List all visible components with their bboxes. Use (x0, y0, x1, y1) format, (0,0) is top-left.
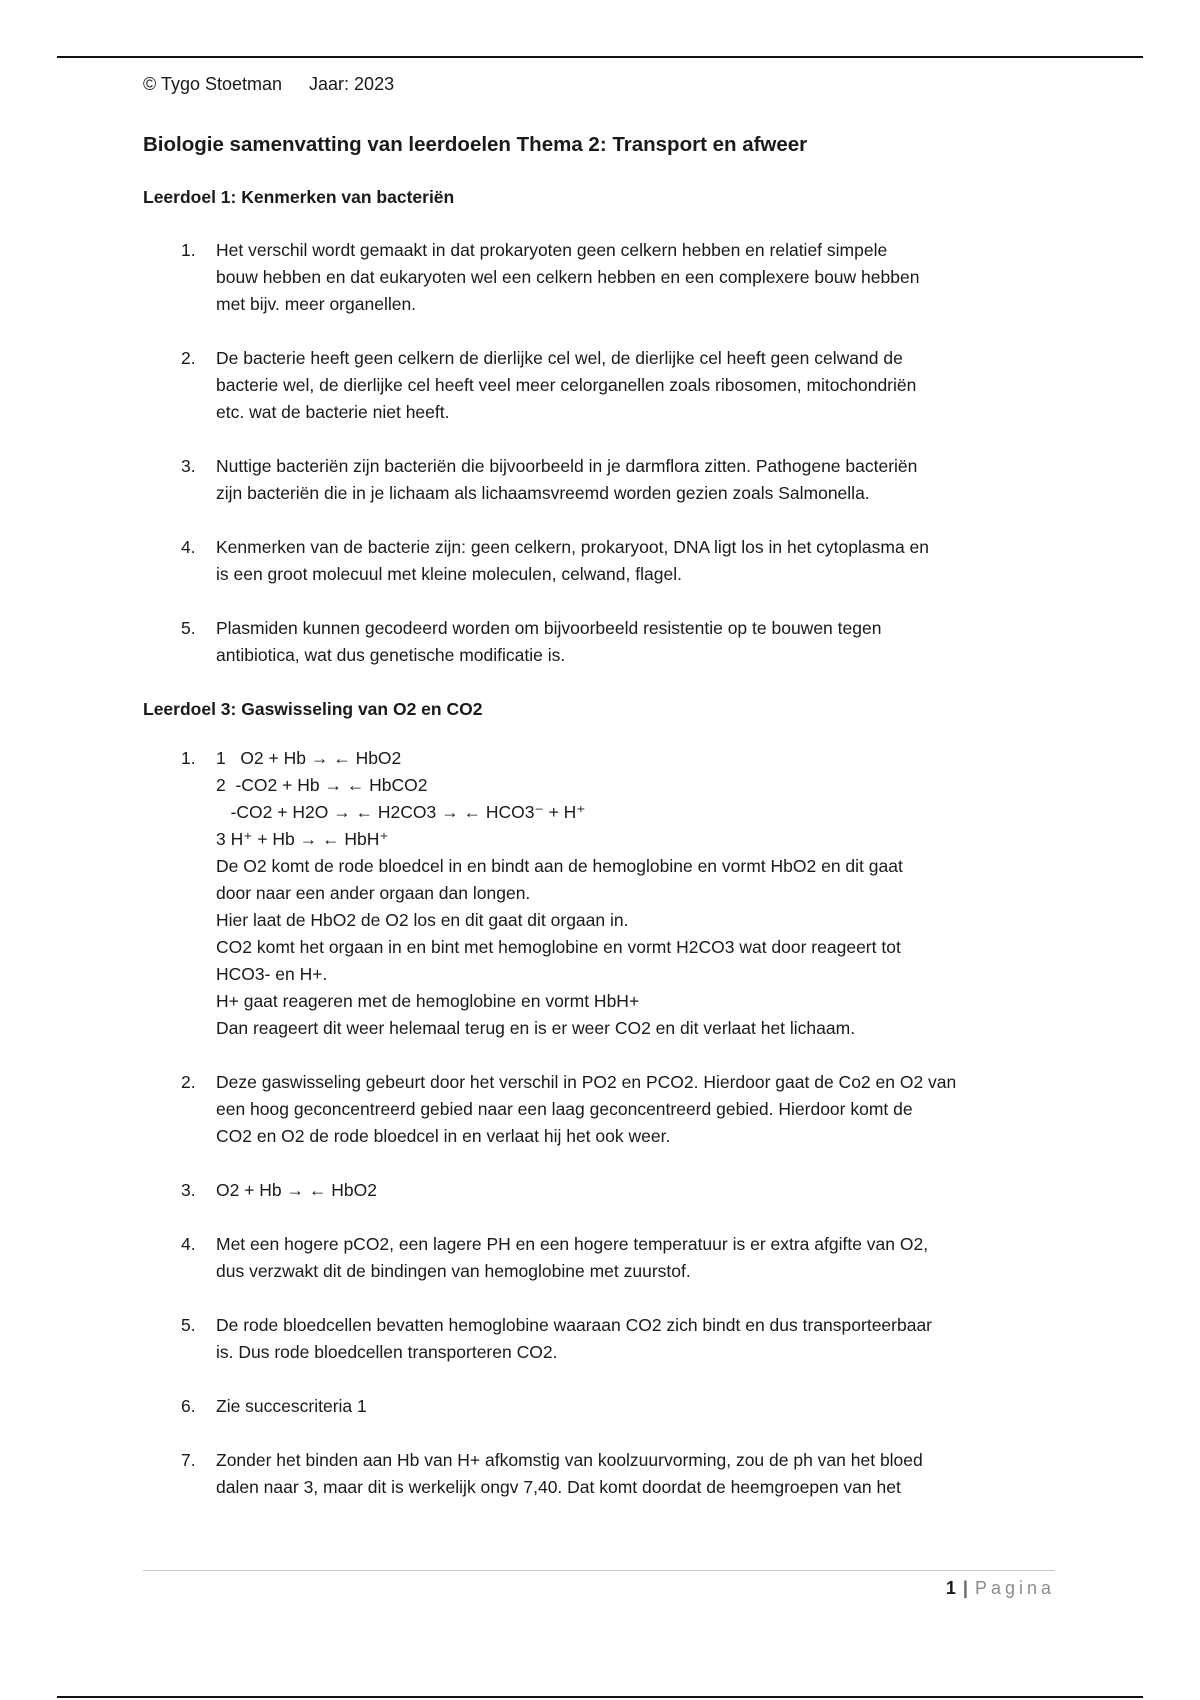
list-item (143, 1177, 1063, 1204)
author-text: © Tygo Stoetman (143, 74, 283, 94)
list-item (143, 745, 1063, 1042)
page-label: Pagina (974, 1578, 1055, 1598)
list-item (143, 1231, 1063, 1285)
top-rule (57, 56, 1143, 58)
document-title: Biologie samenvatting van leerdoelen Thema 2: Transport en afweer (143, 133, 808, 156)
equation-line: -CO2 + H2O → ← H2CO3 → ← HCO3⁻ + H⁺ (216, 802, 586, 822)
text-line: De O2 komt de rode bloedcel in en bindt aan de hemoglobine en vormt HbO2 en dit gaat (216, 856, 903, 876)
text-line: Kenmerken van de bacterie zijn: geen celkern, prokaryoot, DNA ligt los in het cytoplasma en (216, 537, 930, 557)
section-heading: Leerdoel 3: Gaswisseling van O2 en CO2 (143, 699, 483, 719)
text-line: dalen naar 3, maar dit is werkelijk ongv 7,40. Dat komt doordat de heemgroepen van het (216, 1477, 901, 1497)
footer-rule (143, 1570, 1055, 1571)
text-line: Zonder het binden aan Hb van H+ afkomstig van koolzuurvorming, zou de ph van het bloed (216, 1450, 923, 1470)
text-line: De bacterie heeft geen celkern de dierlijke cel wel, de dierlijke cel heeft geen celwand de (216, 348, 903, 368)
text-line: Nuttige bacteriën zijn bacteriën die bijvoorbeeld in je darmflora zitten. Pathogene bacteriën (216, 456, 918, 476)
text-line: H+ gaat reageren met de hemoglobine en vormt HbH+ (216, 991, 640, 1011)
equation-line: 2 -CO2 + Hb → ← HbCO2 (216, 775, 428, 795)
text-line: met bijv. meer organellen. (216, 294, 417, 314)
text-line: Dan reageert dit weer helemaal terug en is er weer CO2 en dit verlaat het lichaam. (216, 1018, 856, 1038)
list-item (143, 345, 1063, 426)
text-line: CO2 en O2 de rode bloedcel in en verlaat hij het ook weer. (216, 1126, 671, 1146)
text-line: HCO3- en H+. (216, 964, 328, 984)
text-line: dus verzwakt dit de bindingen van hemoglobine met zuurstof. (216, 1261, 691, 1281)
equation-line: 1 O2 + Hb → ← HbO2 (216, 748, 402, 768)
list-item (143, 1393, 1063, 1420)
section-list (143, 745, 1063, 1501)
section-list (143, 237, 1063, 669)
list-number: 2. (181, 348, 196, 368)
text-line: Met een hogere pCO2, een lagere PH en een hogere temperatuur is er extra afgifte van O2, (216, 1234, 929, 1254)
list-item (143, 453, 1063, 507)
text-line: bacterie wel, de dierlijke cel heeft veel meer celorganellen zoals ribosomen, mitochondriën (216, 375, 917, 395)
list-number: 3. (181, 456, 196, 476)
bottom-rule (57, 1696, 1143, 1698)
list-number: 7. (181, 1450, 196, 1470)
page-footer (143, 1578, 1055, 1599)
list-number: 2. (181, 1072, 196, 1092)
text-line: antibiotica, wat dus genetische modificatie is. (216, 645, 566, 665)
list-number: 4. (181, 537, 196, 557)
page-number: 1 (945, 1578, 956, 1598)
text-line: Zie succescriteria 1 (216, 1396, 367, 1416)
year-text: Jaar: 2023 (309, 74, 395, 94)
list-number: 5. (181, 618, 196, 638)
list-item (143, 237, 1063, 318)
list-item (143, 1312, 1063, 1366)
equation-line: 3 H⁺ + Hb → ← HbH⁺ (216, 829, 389, 849)
text-line: CO2 komt het orgaan in en bint met hemoglobine en vormt H2CO3 wat door reageert tot (216, 937, 901, 957)
list-item (143, 615, 1063, 669)
text-line: bouw hebben en dat eukaryoten wel een celkern hebben en een complexere bouw hebben (216, 267, 920, 287)
document-header (143, 74, 1063, 95)
document-page (143, 72, 1063, 1501)
section-heading: Leerdoel 1: Kenmerken van bacteriën (143, 187, 455, 207)
text-line: zijn bacteriën die in je lichaam als lichaamsvreemd worden gezien zoals Salmonella. (216, 483, 870, 503)
list-item (143, 1447, 1063, 1501)
equation-line: O2 + Hb → ← HbO2 (216, 1180, 377, 1200)
list-number: 6. (181, 1396, 196, 1416)
text-line: is een groot molecuul met kleine moleculen, celwand, flagel. (216, 564, 682, 584)
text-line: een hoog geconcentreerd gebied naar een laag geconcentreerd gebied. Hierdoor komt de (216, 1099, 913, 1119)
list-number: 1. (181, 240, 196, 260)
list-number: 5. (181, 1315, 196, 1335)
list-number: 1. (181, 748, 196, 768)
text-line: Het verschil wordt gemaakt in dat prokaryoten geen celkern hebben en relatief simpele (216, 240, 888, 260)
text-line: De rode bloedcellen bevatten hemoglobine waaraan CO2 zich bindt en dus transporteerbaar (216, 1315, 933, 1335)
text-line: is. Dus rode bloedcellen transporteren CO2. (216, 1342, 558, 1362)
footer-separator: | (962, 1578, 968, 1598)
text-line: door naar een ander orgaan dan longen. (216, 883, 531, 903)
list-number: 4. (181, 1234, 196, 1254)
text-line: etc. wat de bacterie niet heeft. (216, 402, 450, 422)
list-number: 3. (181, 1180, 196, 1200)
list-item (143, 534, 1063, 588)
list-item (143, 1069, 1063, 1150)
text-line: Deze gaswisseling gebeurt door het verschil in PO2 en PCO2. Hierdoor gaat de Co2 en O2 van (216, 1072, 957, 1092)
text-line: Plasmiden kunnen gecodeerd worden om bijvoorbeeld resistentie op te bouwen tegen (216, 618, 882, 638)
text-line: Hier laat de HbO2 de O2 los en dit gaat dit orgaan in. (216, 910, 629, 930)
